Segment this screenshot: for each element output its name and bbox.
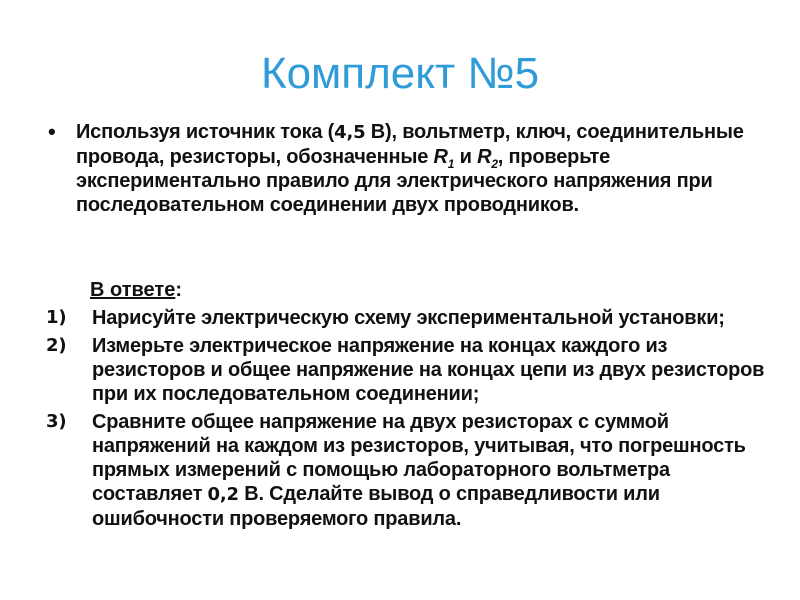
task-text-and: и — [454, 146, 478, 168]
task-text-part1: Используя источник тока ( — [76, 121, 335, 143]
list-item — [46, 306, 766, 330]
list-item-text-part2: В. Сделайте вывод о справедливости или ошибочности проверяемого правила. — [92, 483, 660, 530]
list-item-text: Измерьте электрическое напряжение на концах каждого из резисторов и общее напряжение на концах цепи из двух резисторов при их последовательном соединении; — [92, 335, 765, 405]
answer-heading-colon: : — [175, 279, 182, 301]
voltage-value: 4,5 — [334, 122, 366, 143]
task-text-part2: В), вольтметр, ключ, соединительные провода, резисторы, обозначенные — [76, 121, 744, 168]
resistor-r1-letter: R — [433, 146, 448, 168]
task-text-part3: , проверьте экспериментально правило для электрического напряжения при последовательном соединении двух проводников. — [76, 146, 713, 216]
resistor-r2-letter: R — [477, 146, 492, 168]
slide-title: Комплект №5 — [260, 49, 540, 98]
list-item-text — [92, 411, 746, 530]
answer-list — [46, 306, 766, 535]
task-description — [48, 120, 768, 217]
list-marker: 1) — [46, 307, 67, 328]
resistor-r2 — [477, 146, 498, 171]
list-marker: 2) — [46, 335, 67, 356]
list-item-text-part1: Сравните общее напряжение на двух резисторах с суммой напряжений на каждом из резисторов, учитывая, что погрешность прямых измерений с помощью лабораторного вольтметра составляет — [92, 411, 746, 505]
task-text — [76, 120, 768, 217]
list-item — [46, 410, 766, 531]
bullet-marker: • — [48, 119, 56, 144]
resistor-r1 — [433, 146, 455, 171]
list-item-text: Нарисуйте электрическую схему экспериментальной установки; — [92, 307, 725, 329]
list-marker: 3) — [46, 411, 67, 432]
answer-heading — [90, 278, 182, 302]
resistor-r2-subscript: 2 — [491, 157, 498, 171]
error-value: 0,2 — [207, 484, 239, 505]
resistor-r1-subscript: 1 — [447, 157, 455, 171]
list-item — [46, 334, 766, 406]
answer-heading-text: В ответе — [90, 279, 176, 301]
